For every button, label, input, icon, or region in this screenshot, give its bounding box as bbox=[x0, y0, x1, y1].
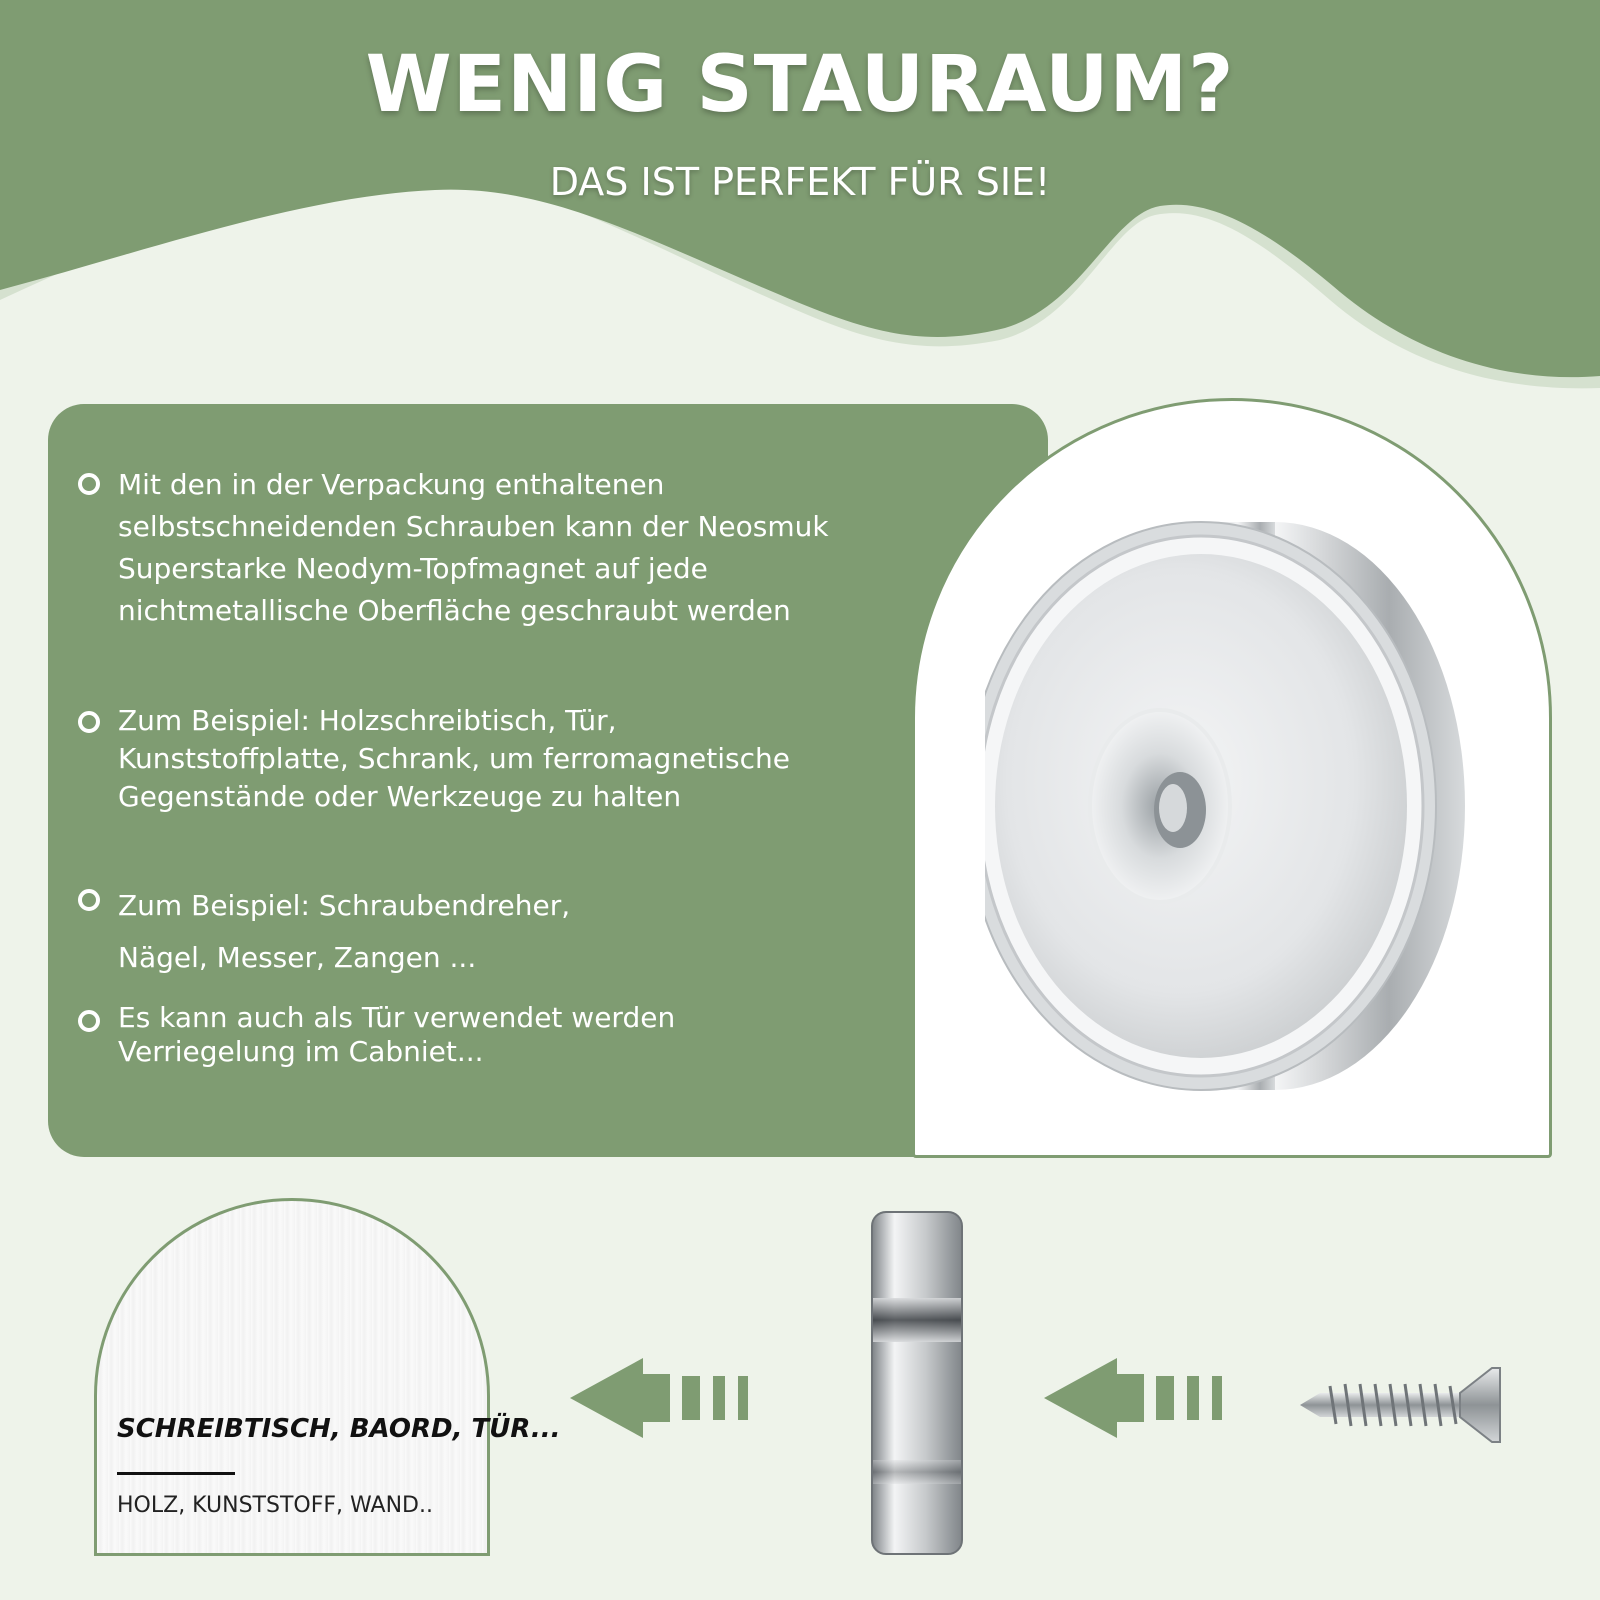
feature-panel bbox=[48, 404, 1048, 1157]
arrow-left-icon bbox=[570, 1358, 755, 1438]
feature-text bbox=[118, 1001, 878, 1069]
circle-bullet-icon bbox=[78, 889, 100, 911]
feature-line: selbstschneidenden Schrauben kann der Neosmuk bbox=[118, 510, 829, 543]
feature-line: Nägel, Messer, Zangen ... bbox=[118, 941, 477, 974]
feature-text bbox=[118, 702, 878, 816]
circle-bullet-icon bbox=[78, 1010, 100, 1032]
feature-line: Superstarke Neodym-Topfmagnet auf jede bbox=[118, 552, 708, 585]
arrow-left-icon bbox=[1044, 1358, 1229, 1438]
circle-bullet-icon bbox=[78, 711, 100, 733]
feature-text bbox=[118, 880, 878, 984]
magnet-side-view-icon bbox=[870, 1210, 966, 1558]
surface-materials: HOLZ, KUNSTSTOFF, WAND.. bbox=[117, 1493, 433, 1518]
feature-line: Es kann auch als Tür verwendet werden bbox=[118, 1001, 676, 1034]
surface-title: SCHREIBTISCH, BAORD, TÜR... bbox=[117, 1414, 561, 1444]
page-subtitle: DAS IST PERFEKT FÜR SIE! bbox=[549, 160, 1051, 204]
circle-bullet-icon bbox=[78, 473, 100, 495]
feature-line: Zum Beispiel: Schraubendreher, bbox=[118, 889, 571, 922]
feature-line: Mit den in der Verpackung enthaltenen bbox=[118, 468, 665, 501]
feature-line: Gegenstände oder Werkzeuge zu halten bbox=[118, 780, 682, 813]
feature-line: Verriegelung im Cabniet... bbox=[118, 1035, 484, 1068]
page-title: WENIG STAURAUM? bbox=[365, 40, 1235, 130]
pot-magnet-icon bbox=[985, 520, 1485, 1110]
feature-line: nichtmetallische Oberfläche geschraubt werden bbox=[118, 594, 791, 627]
feature-line: Zum Beispiel: Holzschreibtisch, Tür, bbox=[118, 704, 617, 737]
screw-icon bbox=[1300, 1360, 1510, 1450]
divider bbox=[117, 1472, 235, 1475]
feature-line: Kunststoffplatte, Schrank, um ferromagnetische bbox=[118, 742, 790, 775]
feature-text bbox=[118, 464, 878, 632]
